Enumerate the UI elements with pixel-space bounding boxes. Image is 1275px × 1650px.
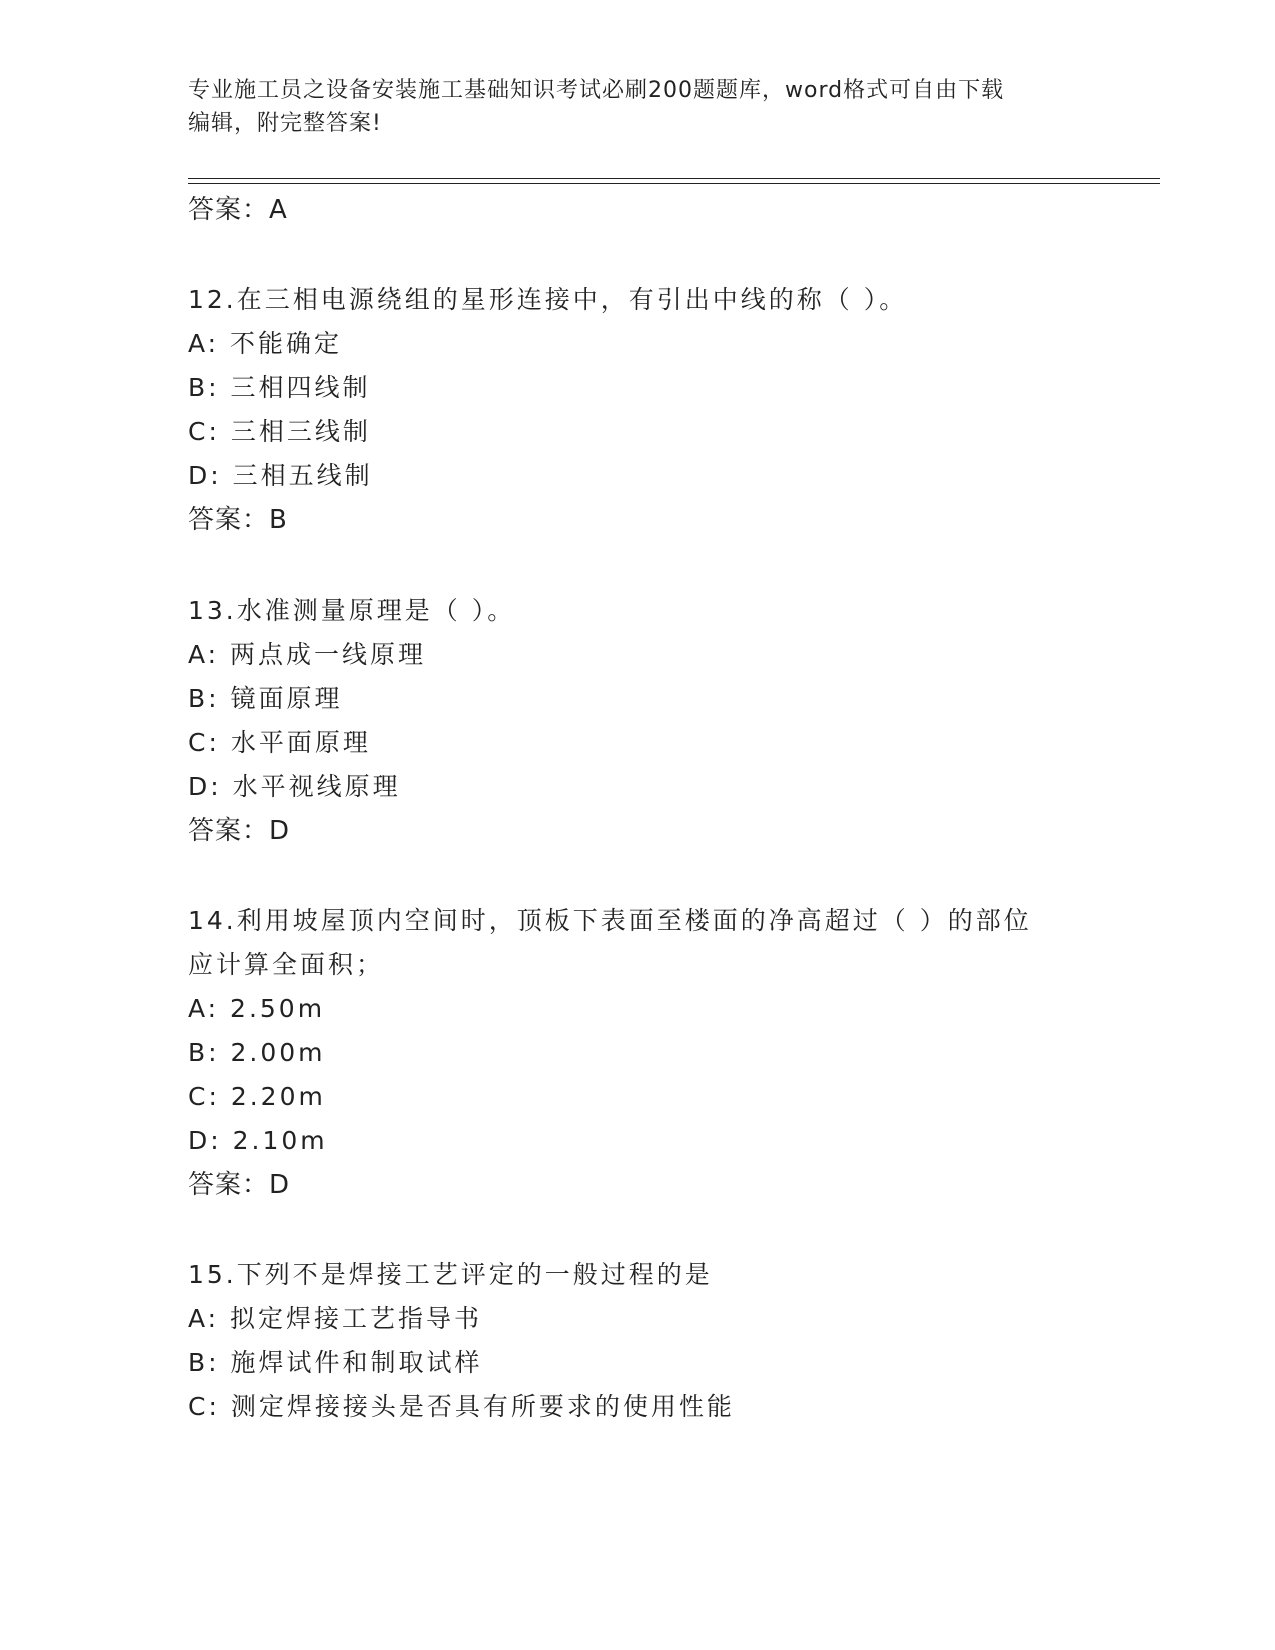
option-a: A: 不能确定 (188, 329, 343, 358)
option-b: B: 镜面原理 (188, 684, 343, 713)
option-b: B: 2.00m (188, 1038, 326, 1067)
option-d: D: 三相五线制 (188, 461, 373, 490)
header-divider-bottom (188, 183, 1160, 184)
option-c: C: 测定焊接接头是否具有所要求的使用性能 (188, 1392, 735, 1421)
header-title-line1: 专业施工员之设备安装施工基础知识考试必刷200题题库，word格式可自由下载 (188, 78, 1005, 103)
question-stem: 12.在三相电源绕组的星形连接中，有引出中线的称（ ）。 (188, 285, 908, 314)
answer: 答案：D (188, 1170, 291, 1200)
answer: 答案：B (188, 505, 288, 535)
option-d: D: 水平视线原理 (188, 772, 401, 801)
option-d: D: 2.10m (188, 1126, 328, 1155)
option-c: C: 2.20m (188, 1082, 326, 1111)
header-title-line2: 编辑，附完整答案! (188, 111, 382, 136)
previous-answer: 答案：A (188, 195, 288, 225)
option-a: A: 拟定焊接工艺指导书 (188, 1304, 483, 1333)
question-stem: 13.水准测量原理是（ ）。 (188, 596, 516, 625)
question-stem-line1: 14.利用坡屋顶内空间时，顶板下表面至楼面的净高超过（ ）的部位 (188, 906, 1032, 935)
option-a: A: 2.50m (188, 994, 326, 1023)
header-divider-top (188, 178, 1160, 179)
question-stem: 15.下列不是焊接工艺评定的一般过程的是 (188, 1260, 713, 1289)
answer: 答案：D (188, 816, 291, 846)
document-header (188, 74, 1068, 140)
option-b: B: 三相四线制 (188, 373, 371, 402)
option-b: B: 施焊试件和制取试样 (188, 1348, 483, 1377)
option-c: C: 水平面原理 (188, 728, 371, 757)
question-stem-line2: 应计算全面积； (188, 950, 385, 979)
option-c: C: 三相三线制 (188, 417, 371, 446)
option-a: A: 两点成一线原理 (188, 640, 427, 669)
